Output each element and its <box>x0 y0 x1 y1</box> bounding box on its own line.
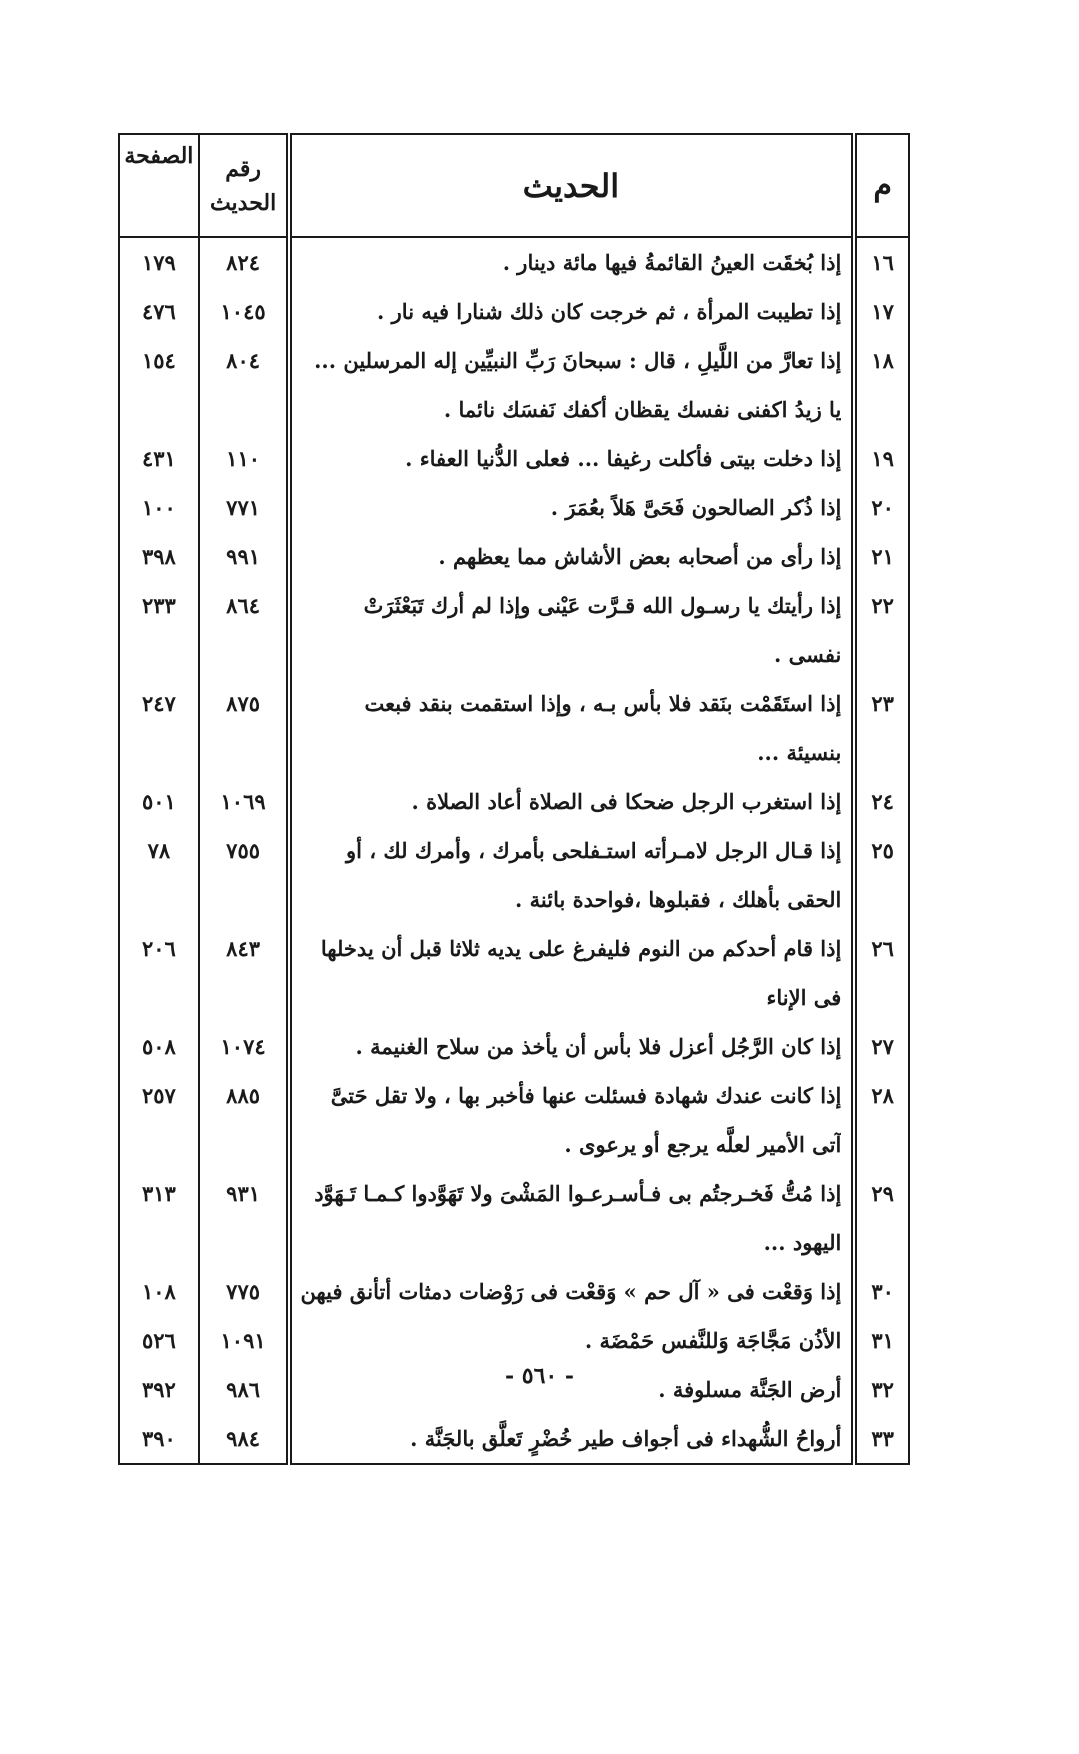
hadith-text <box>289 287 854 336</box>
page-ref: ٥٠١ <box>119 777 199 826</box>
row-number: ٢٧ <box>854 1022 909 1071</box>
page-ref: ٢٤٧ <box>119 679 199 777</box>
hadith-number: ٩٩١ <box>199 532 290 581</box>
hadith-text-line: إذا دخلت بيتى فأكلت رغيفا ... فعلى الدُّنيا العفاء . <box>405 446 842 471</box>
row-number: ١٧ <box>854 287 909 336</box>
hadith-number: ١٠٧٤ <box>199 1022 290 1071</box>
hadith-text-line: اليهود ... <box>763 1230 842 1255</box>
hadith-text <box>289 777 854 826</box>
page-ref: ٢٥٧ <box>119 1071 199 1169</box>
hadith-text-line: نفسى . <box>773 642 842 667</box>
table-row <box>119 826 909 924</box>
hadith-text <box>289 336 854 434</box>
column-header-page: الصفحة <box>119 134 199 237</box>
hadith-number: ٧٥٥ <box>199 826 290 924</box>
hadith-text <box>289 1414 854 1464</box>
table-row <box>119 237 909 287</box>
column-header-num: م <box>854 134 909 237</box>
table-row <box>119 1071 909 1169</box>
hadith-number: ٩٨٦ <box>199 1365 290 1414</box>
hadith-text-line: آتى الأمير لعلَّه يرجع أو يرعوى . <box>564 1132 842 1157</box>
row-number: ١٦ <box>854 237 909 287</box>
hadith-number: ٩٨٤ <box>199 1414 290 1464</box>
column-header-hadith-number-line1: رقم <box>225 155 261 182</box>
page-ref: ٢٠٦ <box>119 924 199 1022</box>
hadith-text-line: إذا كان الرَّجُل أعزل فلا بأس أن يأخذ من سلاح الغنيمة . <box>355 1034 842 1059</box>
hadith-text <box>289 532 854 581</box>
row-number: ٢٣ <box>854 679 909 777</box>
hadith-number: ٨٠٤ <box>199 336 290 434</box>
table-row <box>119 336 909 434</box>
hadith-text-line: الأذُن مَجَّاجَة وَللنَّفس حَمْضَة . <box>584 1328 842 1353</box>
table-row <box>119 1267 909 1316</box>
table-row <box>119 434 909 483</box>
page-ref: ٣١٣ <box>119 1169 199 1267</box>
table-row <box>119 1169 909 1267</box>
page-ref: ٣٩٠ <box>119 1414 199 1464</box>
row-number: ٣١ <box>854 1316 909 1365</box>
hadith-text-line: إذا بُخقَت العينُ القائمةُ فيها مائة دينار . <box>502 250 842 275</box>
hadith-text-line: إذا قام أحدكم من النوم فليفرغ على يديه ثلاثا قبل أن يدخلها <box>320 936 842 961</box>
hadith-text-line: إذا تعارَّ من اللَّيلِ ، قال : سبحانَ رَبِّ النبيِّين إله المرسلين ... <box>314 348 842 373</box>
table-row <box>119 777 909 826</box>
table-row <box>119 1022 909 1071</box>
column-header-hadith-number-line2: الحديث <box>209 189 277 216</box>
hadith-number: ٨٤٣ <box>199 924 290 1022</box>
row-number: ٢٥ <box>854 826 909 924</box>
hadith-text-line: أرواحُ الشُّهداء فى أجواف طير خُضْرٍ تَعلَّق بالجَنَّة . <box>410 1426 842 1451</box>
table-row <box>119 679 909 777</box>
hadith-index-table <box>118 133 910 1465</box>
row-number: ٣٣ <box>854 1414 909 1464</box>
hadith-number: ٧٧١ <box>199 483 290 532</box>
hadith-text-line: الحقى بأهلك ، فقبلوها ،فواحدة بائنة . <box>515 887 842 912</box>
hadith-number: ١١٠ <box>199 434 290 483</box>
hadith-text-line: يا زيدُ اكفنى نفسك يقظان أكفك نَفسَك نائما . <box>443 397 842 422</box>
hadith-text <box>289 826 854 924</box>
hadith-text <box>289 483 854 532</box>
table-row <box>119 581 909 679</box>
hadith-text-line: أرض الجَنَّة مسلوفة . <box>658 1377 842 1402</box>
page-ref: ١٠٨ <box>119 1267 199 1316</box>
hadith-text-line: فى الإناء <box>766 985 842 1010</box>
page-ref: ٥٢٦ <box>119 1316 199 1365</box>
row-number: ٢٢ <box>854 581 909 679</box>
row-number: ٢٨ <box>854 1071 909 1169</box>
hadith-text <box>289 1169 854 1267</box>
row-number: ٣٢ <box>854 1365 909 1414</box>
hadith-text-line: إذا قـال الرجل لامـرأته استـفلحى بأمرك ، وأمرك لك ، أو <box>346 838 842 863</box>
hadith-number: ١٠٤٥ <box>199 287 290 336</box>
page-number: - ٥٦٠ - <box>504 1363 575 1389</box>
hadith-text <box>289 581 854 679</box>
table-row <box>119 532 909 581</box>
hadith-text-line: إذا تطيبت المرأة ، ثم خرجت كان ذلك شنارا فيه نار . <box>377 299 842 324</box>
hadith-text-line: إذا ذُكر الصالحون فَحَىَّ هَلاً بعُمَرَ . <box>550 495 842 520</box>
hadith-text <box>289 434 854 483</box>
hadith-number: ٨٦٤ <box>199 581 290 679</box>
table-row <box>119 1316 909 1365</box>
hadith-text <box>289 1267 854 1316</box>
hadith-text-line: إذا مُتُّ فَخـرجتُم بى فـأسـرعـوا المَشْىَ ولا تَهَوَّدوا كـمـا تَـهَوَّد <box>314 1181 842 1206</box>
page-ref: ١٠٠ <box>119 483 199 532</box>
row-number: ١٨ <box>854 336 909 434</box>
hadith-number: ١٠٦٩ <box>199 777 290 826</box>
hadith-text-line: إذا رأى من أصحابه بعض الأشاش مما يعظهم . <box>438 544 842 569</box>
table-row <box>119 1414 909 1464</box>
page-ref: ١٥٤ <box>119 336 199 434</box>
hadith-number: ٩٣١ <box>199 1169 290 1267</box>
hadith-text-line: إذا رأيتك يا رسـول الله قـرَّت عَيْنى وإذا لم أرك تَبَعْثَرَتْ <box>363 593 842 618</box>
hadith-text-line: إذا كانت عندك شهادة فسئلت عنها فأخبر بها ، ولا تقل حَتىَّ <box>330 1083 842 1108</box>
page-ref: ٣٩٢ <box>119 1365 199 1414</box>
table-row <box>119 924 909 1022</box>
page-ref: ١٧٩ <box>119 237 199 287</box>
table-row <box>119 483 909 532</box>
row-number: ٢٠ <box>854 483 909 532</box>
hadith-text <box>289 1022 854 1071</box>
hadith-number: ٨٨٥ <box>199 1071 290 1169</box>
row-number: ٢١ <box>854 532 909 581</box>
table-header-row <box>119 134 909 237</box>
hadith-text-line: بنسيئة ... <box>757 740 842 765</box>
hadith-text-line: إذا استَقَمْت بنَقد فلا بأس بـه ، وإذا استقمت بنقد فبعت <box>364 691 842 716</box>
column-header-hadith-number <box>199 134 290 237</box>
hadith-number: ٨٧٥ <box>199 679 290 777</box>
page-ref: ٤٣١ <box>119 434 199 483</box>
hadith-text-line: إذا استغرب الرجل ضحكا فى الصلاة أعاد الصلاة . <box>411 789 842 814</box>
row-number: ٢٦ <box>854 924 909 1022</box>
hadith-number: ٧٧٥ <box>199 1267 290 1316</box>
hadith-text <box>289 924 854 1022</box>
row-number: ٣٠ <box>854 1267 909 1316</box>
page-ref: ٢٣٣ <box>119 581 199 679</box>
hadith-text <box>289 1071 854 1169</box>
table-row <box>119 287 909 336</box>
hadith-text-line: إذا وَقعْت فى « آل حم » وَقعْت فى رَوْضات دمثات أتأنق فيهن <box>300 1279 842 1304</box>
column-header-hadith: الحديث <box>289 134 854 237</box>
row-number: ١٩ <box>854 434 909 483</box>
hadith-text <box>289 679 854 777</box>
hadith-text <box>289 237 854 287</box>
hadith-number: ١٠٩١ <box>199 1316 290 1365</box>
page-ref: ٣٩٨ <box>119 532 199 581</box>
table-body <box>119 237 909 1464</box>
hadith-number: ٨٢٤ <box>199 237 290 287</box>
row-number: ٢٩ <box>854 1169 909 1267</box>
page-ref: ٤٧٦ <box>119 287 199 336</box>
row-number: ٢٤ <box>854 777 909 826</box>
page-ref: ٧٨ <box>119 826 199 924</box>
hadith-text <box>289 1316 854 1365</box>
page-ref: ٥٠٨ <box>119 1022 199 1071</box>
